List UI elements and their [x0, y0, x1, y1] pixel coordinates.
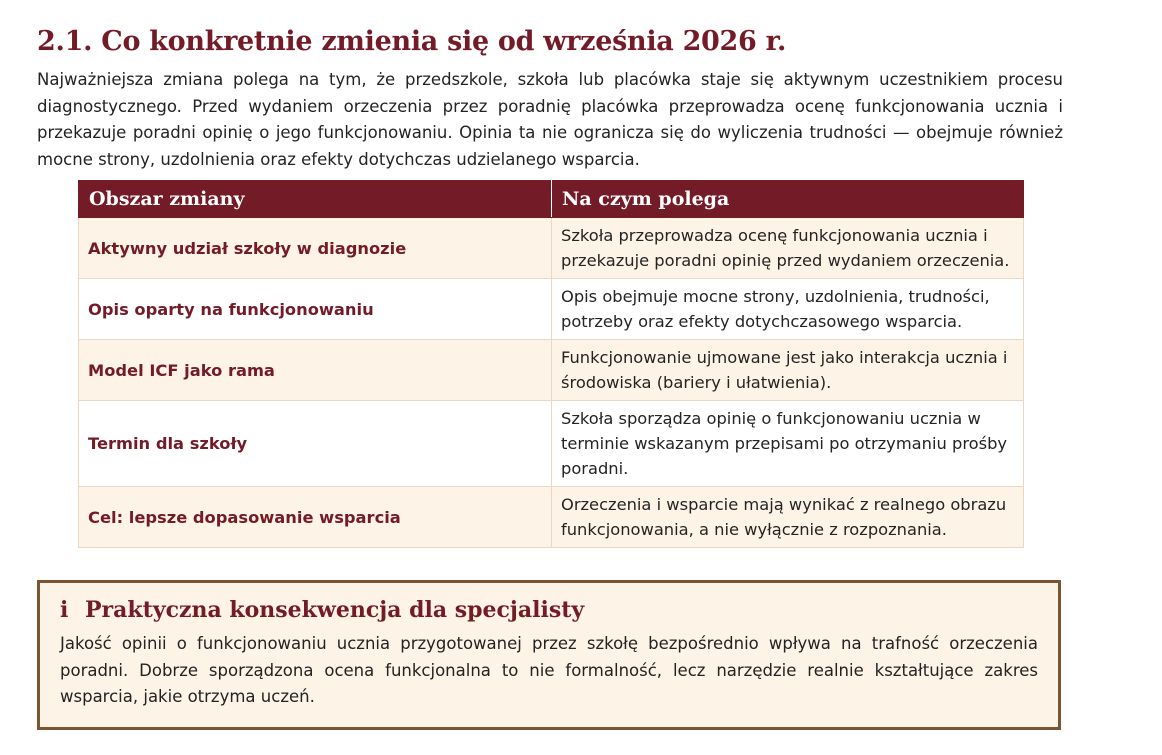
row-area: Cel: lepsze dopasowanie wsparcia	[79, 487, 552, 548]
table-row	[79, 218, 1024, 279]
info-icon: i	[60, 597, 69, 623]
header-area: Obszar zmiany	[79, 181, 552, 218]
callout-title: Praktyczna konsekwencja dla specjalisty	[85, 597, 585, 623]
row-area: Opis oparty na funkcjonowaniu	[79, 279, 552, 340]
table-row	[79, 340, 1024, 401]
intro-paragraph: Najważniejsza zmiana polega na tym, że przedszkole, szkoła lub placówka staje się aktywnym uczestnikiem procesu diagnostycznego. Przed wydaniem orzeczenia przez poradnię placówka przeprowadza ocenę funkcjonowania ucznia i przekazuje poradni opinię o jego funkcjonowaniu. Opinia ta nie ogranicza się do wyliczenia trudności — obejmuje również mocne strony, uzdolnienia oraz efekty dotychczas udzielanego wsparcia.	[37, 70, 1063, 169]
row-description: Szkoła przeprowadza ocenę funkcjonowania ucznia i przekazuje poradni opinię przed wydaniem orzeczenia.	[552, 218, 1024, 279]
section-title: 2.1. Co konkretnie zmienia się od września 2026 r.	[37, 26, 787, 57]
row-area: Model ICF jako rama	[79, 340, 552, 401]
callout-title-row	[60, 597, 1038, 623]
row-description: Orzeczenia i wsparcie mają wynikać z realnego obrazu funkcjonowania, a nie wyłącznie z rozpoznania.	[552, 487, 1024, 548]
row-area: Termin dla szkoły	[79, 401, 552, 487]
callout-body: Jakość opinii o funkcjonowaniu ucznia przygotowanej przez szkołę bezpośrednio wpływa na trafność orzeczenia poradni. Dobrze sporządzona ocena funkcjonalna to nie formalność, lecz narzędzie realnie kształtujące zakres wsparcia, jakie otrzyma uczeń.	[60, 634, 1038, 706]
changes-table	[78, 180, 1024, 548]
table-header-row	[79, 181, 1024, 218]
row-area: Aktywny udział szkoły w diagnozie	[79, 218, 552, 279]
row-description: Szkoła sporządza opinię o funkcjonowaniu ucznia w terminie wskazanym przepisami po otrzymaniu prośby poradni.	[552, 401, 1024, 487]
row-description: Funkcjonowanie ujmowane jest jako interakcja ucznia i środowiska (bariery i ułatwienia).	[552, 340, 1024, 401]
table-row	[79, 279, 1024, 340]
row-description: Opis obejmuje mocne strony, uzdolnienia, trudności, potrzeby oraz efekty dotychczasowego wsparcia.	[552, 279, 1024, 340]
table-row	[79, 401, 1024, 487]
table-row	[79, 487, 1024, 548]
header-description: Na czym polega	[552, 181, 1024, 218]
callout-box	[37, 580, 1061, 730]
